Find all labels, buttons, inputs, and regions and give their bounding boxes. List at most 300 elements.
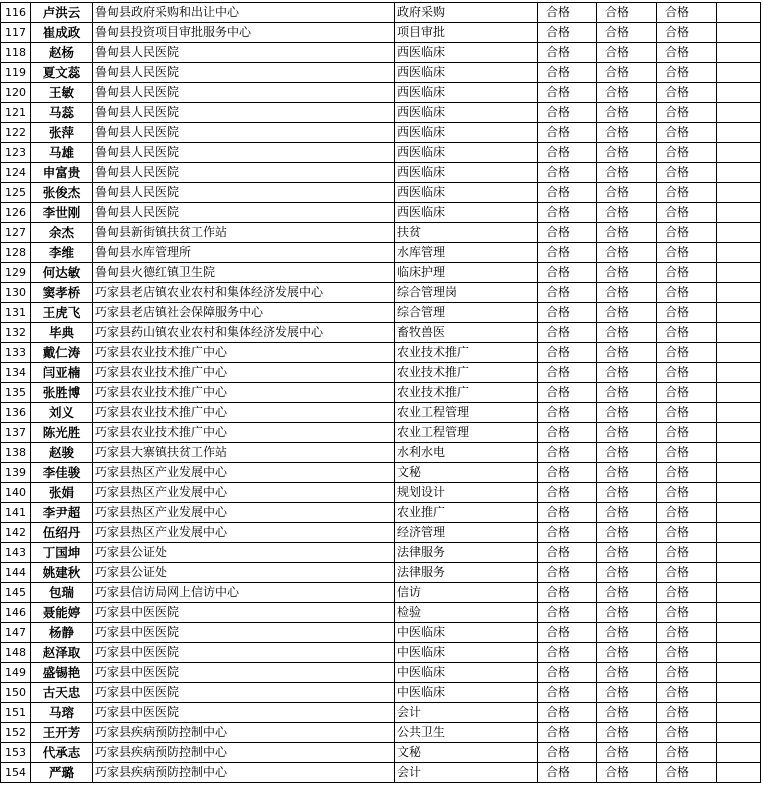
row-number-cell: 130 <box>1 283 31 303</box>
job-post-cell: 综合管理 <box>395 303 538 323</box>
result-1-cell: 合格 <box>538 63 597 83</box>
result-1-cell: 合格 <box>538 523 597 543</box>
employer-unit-cell: 巧家县中医医院 <box>93 623 395 643</box>
empty-cell <box>717 363 761 383</box>
result-1-cell: 合格 <box>538 703 597 723</box>
result-3-cell: 合格 <box>657 403 717 423</box>
job-post-cell: 西医临床 <box>395 163 538 183</box>
result-3-cell: 合格 <box>657 723 717 743</box>
table-row <box>1 703 761 723</box>
row-number-cell: 143 <box>1 543 31 563</box>
table-row <box>1 563 761 583</box>
job-post-cell: 水库管理 <box>395 243 538 263</box>
table-row <box>1 23 761 43</box>
result-2-cell: 合格 <box>597 123 657 143</box>
result-3-cell: 合格 <box>657 203 717 223</box>
result-2-cell: 合格 <box>597 183 657 203</box>
empty-cell <box>717 23 761 43</box>
empty-cell <box>717 303 761 323</box>
row-number-cell: 148 <box>1 643 31 663</box>
table-row <box>1 663 761 683</box>
empty-cell <box>717 203 761 223</box>
employer-unit-cell: 巧家县农业技术推广中心 <box>93 343 395 363</box>
result-3-cell: 合格 <box>657 163 717 183</box>
person-name-cell: 窦孝桥 <box>31 283 93 303</box>
table-row <box>1 263 761 283</box>
job-post-cell: 法律服务 <box>395 543 538 563</box>
person-name-cell: 杨静 <box>31 623 93 643</box>
employer-unit-cell: 巧家县公证处 <box>93 543 395 563</box>
person-name-cell: 王开芳 <box>31 723 93 743</box>
person-name-cell: 戴仁涛 <box>31 343 93 363</box>
empty-cell <box>717 223 761 243</box>
result-3-cell: 合格 <box>657 23 717 43</box>
result-1-cell: 合格 <box>538 43 597 63</box>
result-3-cell: 合格 <box>657 423 717 443</box>
table-row <box>1 303 761 323</box>
table-row <box>1 63 761 83</box>
job-post-cell: 西医临床 <box>395 103 538 123</box>
row-number-cell: 121 <box>1 103 31 123</box>
person-name-cell: 张萍 <box>31 123 93 143</box>
result-1-cell: 合格 <box>538 463 597 483</box>
empty-cell <box>717 583 761 603</box>
result-1-cell: 合格 <box>538 743 597 763</box>
result-2-cell: 合格 <box>597 523 657 543</box>
row-number-cell: 125 <box>1 183 31 203</box>
table-row <box>1 763 761 783</box>
row-number-cell: 133 <box>1 343 31 363</box>
person-name-cell: 马蕊 <box>31 103 93 123</box>
row-number-cell: 137 <box>1 423 31 443</box>
result-1-cell: 合格 <box>538 543 597 563</box>
result-2-cell: 合格 <box>597 63 657 83</box>
result-1-cell: 合格 <box>538 403 597 423</box>
result-3-cell: 合格 <box>657 3 717 23</box>
result-1-cell: 合格 <box>538 443 597 463</box>
row-number-cell: 153 <box>1 743 31 763</box>
empty-cell <box>717 243 761 263</box>
table-row <box>1 443 761 463</box>
person-name-cell: 伍绍丹 <box>31 523 93 543</box>
job-post-cell: 信访 <box>395 583 538 603</box>
row-number-cell: 145 <box>1 583 31 603</box>
result-3-cell: 合格 <box>657 623 717 643</box>
result-2-cell: 合格 <box>597 43 657 63</box>
row-number-cell: 135 <box>1 383 31 403</box>
result-1-cell: 合格 <box>538 23 597 43</box>
result-1-cell: 合格 <box>538 563 597 583</box>
result-2-cell: 合格 <box>597 463 657 483</box>
result-1-cell: 合格 <box>538 643 597 663</box>
empty-cell <box>717 323 761 343</box>
employer-unit-cell: 巧家县中医医院 <box>93 663 395 683</box>
row-number-cell: 146 <box>1 603 31 623</box>
result-2-cell: 合格 <box>597 703 657 723</box>
table-row <box>1 583 761 603</box>
table-row <box>1 43 761 63</box>
employer-unit-cell: 鲁甸县人民医院 <box>93 163 395 183</box>
person-name-cell: 李佳骏 <box>31 463 93 483</box>
employer-unit-cell: 巧家县中医医院 <box>93 683 395 703</box>
row-number-cell: 123 <box>1 143 31 163</box>
empty-cell <box>717 703 761 723</box>
table-row <box>1 523 761 543</box>
row-number-cell: 132 <box>1 323 31 343</box>
empty-cell <box>717 283 761 303</box>
job-post-cell: 水利水电 <box>395 443 538 463</box>
result-3-cell: 合格 <box>657 503 717 523</box>
result-2-cell: 合格 <box>597 143 657 163</box>
job-post-cell: 临床护理 <box>395 263 538 283</box>
result-3-cell: 合格 <box>657 663 717 683</box>
person-name-cell: 李尹超 <box>31 503 93 523</box>
row-number-cell: 116 <box>1 3 31 23</box>
row-number-cell: 149 <box>1 663 31 683</box>
employer-unit-cell: 鲁甸县政府采购和出让中心 <box>93 3 395 23</box>
result-3-cell: 合格 <box>657 183 717 203</box>
person-name-cell: 丁国坤 <box>31 543 93 563</box>
employer-unit-cell: 巧家县热区产业发展中心 <box>93 483 395 503</box>
result-2-cell: 合格 <box>597 403 657 423</box>
result-3-cell: 合格 <box>657 463 717 483</box>
employer-unit-cell: 巧家县农业技术推广中心 <box>93 363 395 383</box>
result-2-cell: 合格 <box>597 503 657 523</box>
empty-cell <box>717 143 761 163</box>
job-post-cell: 规划设计 <box>395 483 538 503</box>
empty-cell <box>717 263 761 283</box>
empty-cell <box>717 443 761 463</box>
result-3-cell: 合格 <box>657 743 717 763</box>
empty-cell <box>717 563 761 583</box>
empty-cell <box>717 43 761 63</box>
row-number-cell: 152 <box>1 723 31 743</box>
empty-cell <box>717 543 761 563</box>
result-2-cell: 合格 <box>597 323 657 343</box>
result-1-cell: 合格 <box>538 343 597 363</box>
empty-cell <box>717 503 761 523</box>
table-row <box>1 643 761 663</box>
result-3-cell: 合格 <box>657 703 717 723</box>
result-2-cell: 合格 <box>597 383 657 403</box>
job-post-cell: 文秘 <box>395 463 538 483</box>
result-1-cell: 合格 <box>538 483 597 503</box>
result-2-cell: 合格 <box>597 223 657 243</box>
empty-cell <box>717 723 761 743</box>
job-post-cell: 农业技术推广 <box>395 343 538 363</box>
employer-unit-cell: 鲁甸县新街镇扶贫工作站 <box>93 223 395 243</box>
empty-cell <box>717 463 761 483</box>
job-post-cell: 中医临床 <box>395 623 538 643</box>
job-post-cell: 项目审批 <box>395 23 538 43</box>
employer-unit-cell: 鲁甸县人民医院 <box>93 203 395 223</box>
result-1-cell: 合格 <box>538 583 597 603</box>
row-number-cell: 119 <box>1 63 31 83</box>
empty-cell <box>717 3 761 23</box>
row-number-cell: 117 <box>1 23 31 43</box>
employer-unit-cell: 巧家县大寨镇扶贫工作站 <box>93 443 395 463</box>
row-number-cell: 144 <box>1 563 31 583</box>
row-number-cell: 140 <box>1 483 31 503</box>
result-1-cell: 合格 <box>538 243 597 263</box>
empty-cell <box>717 643 761 663</box>
table-row <box>1 223 761 243</box>
result-3-cell: 合格 <box>657 563 717 583</box>
employer-unit-cell: 巧家县药山镇农业农村和集体经济发展中心 <box>93 323 395 343</box>
result-3-cell: 合格 <box>657 383 717 403</box>
result-3-cell: 合格 <box>657 83 717 103</box>
row-number-cell: 118 <box>1 43 31 63</box>
result-2-cell: 合格 <box>597 583 657 603</box>
result-2-cell: 合格 <box>597 263 657 283</box>
job-post-cell: 西医临床 <box>395 43 538 63</box>
row-number-cell: 139 <box>1 463 31 483</box>
result-3-cell: 合格 <box>657 683 717 703</box>
result-3-cell: 合格 <box>657 443 717 463</box>
employer-unit-cell: 巧家县中医医院 <box>93 643 395 663</box>
person-name-cell: 马瑢 <box>31 703 93 723</box>
table-row <box>1 183 761 203</box>
job-post-cell: 农业工程管理 <box>395 423 538 443</box>
person-name-cell: 盛锡艳 <box>31 663 93 683</box>
person-name-cell: 马雄 <box>31 143 93 163</box>
person-name-cell: 赵骏 <box>31 443 93 463</box>
result-3-cell: 合格 <box>657 223 717 243</box>
result-2-cell: 合格 <box>597 103 657 123</box>
person-name-cell: 余杰 <box>31 223 93 243</box>
result-3-cell: 合格 <box>657 143 717 163</box>
job-post-cell: 法律服务 <box>395 563 538 583</box>
row-number-cell: 124 <box>1 163 31 183</box>
result-3-cell: 合格 <box>657 323 717 343</box>
person-name-cell: 张胜博 <box>31 383 93 403</box>
result-2-cell: 合格 <box>597 443 657 463</box>
result-1-cell: 合格 <box>538 363 597 383</box>
person-name-cell: 聂能婷 <box>31 603 93 623</box>
table-row <box>1 403 761 423</box>
employer-unit-cell: 鲁甸县人民医院 <box>93 103 395 123</box>
result-3-cell: 合格 <box>657 763 717 783</box>
result-1-cell: 合格 <box>538 423 597 443</box>
job-post-cell: 会计 <box>395 763 538 783</box>
person-name-cell: 包瑞 <box>31 583 93 603</box>
job-post-cell: 经济管理 <box>395 523 538 543</box>
result-1-cell: 合格 <box>538 623 597 643</box>
result-3-cell: 合格 <box>657 483 717 503</box>
result-2-cell: 合格 <box>597 343 657 363</box>
result-2-cell: 合格 <box>597 283 657 303</box>
result-1-cell: 合格 <box>538 323 597 343</box>
row-number-cell: 126 <box>1 203 31 223</box>
person-name-cell: 王敏 <box>31 83 93 103</box>
result-2-cell: 合格 <box>597 643 657 663</box>
employer-unit-cell: 巧家县农业技术推广中心 <box>93 403 395 423</box>
table-row <box>1 203 761 223</box>
table-row <box>1 463 761 483</box>
result-3-cell: 合格 <box>657 603 717 623</box>
table-row <box>1 503 761 523</box>
empty-cell <box>717 63 761 83</box>
row-number-cell: 150 <box>1 683 31 703</box>
result-2-cell: 合格 <box>597 723 657 743</box>
job-post-cell: 西医临床 <box>395 83 538 103</box>
table-row <box>1 283 761 303</box>
empty-cell <box>717 83 761 103</box>
table-body <box>1 3 761 783</box>
result-3-cell: 合格 <box>657 63 717 83</box>
person-name-cell: 张娟 <box>31 483 93 503</box>
job-post-cell: 会计 <box>395 703 538 723</box>
job-post-cell: 检验 <box>395 603 538 623</box>
employer-unit-cell: 巧家县热区产业发展中心 <box>93 503 395 523</box>
employer-unit-cell: 巧家县疾病预防控制中心 <box>93 763 395 783</box>
person-name-cell: 崔成政 <box>31 23 93 43</box>
result-3-cell: 合格 <box>657 343 717 363</box>
person-name-cell: 王虎飞 <box>31 303 93 323</box>
result-1-cell: 合格 <box>538 683 597 703</box>
result-1-cell: 合格 <box>538 183 597 203</box>
table-row <box>1 143 761 163</box>
job-post-cell: 农业技术推广 <box>395 363 538 383</box>
employer-unit-cell: 巧家县老店镇农业农村和集体经济发展中心 <box>93 283 395 303</box>
row-number-cell: 141 <box>1 503 31 523</box>
employer-unit-cell: 巧家县疾病预防控制中心 <box>93 723 395 743</box>
employer-unit-cell: 鲁甸县人民医院 <box>93 63 395 83</box>
result-3-cell: 合格 <box>657 303 717 323</box>
person-name-cell: 夏文蕊 <box>31 63 93 83</box>
employer-unit-cell: 鲁甸县水库管理所 <box>93 243 395 263</box>
employer-unit-cell: 巧家县中医医院 <box>93 703 395 723</box>
job-post-cell: 西医临床 <box>395 63 538 83</box>
job-post-cell: 公共卫生 <box>395 723 538 743</box>
result-2-cell: 合格 <box>597 3 657 23</box>
employer-unit-cell: 巧家县农业技术推广中心 <box>93 383 395 403</box>
person-name-cell: 代承志 <box>31 743 93 763</box>
person-name-cell: 刘义 <box>31 403 93 423</box>
result-2-cell: 合格 <box>597 363 657 383</box>
result-1-cell: 合格 <box>538 723 597 743</box>
result-1-cell: 合格 <box>538 603 597 623</box>
result-2-cell: 合格 <box>597 163 657 183</box>
result-1-cell: 合格 <box>538 203 597 223</box>
empty-cell <box>717 743 761 763</box>
employer-unit-cell: 巧家县公证处 <box>93 563 395 583</box>
empty-cell <box>717 423 761 443</box>
row-number-cell: 127 <box>1 223 31 243</box>
row-number-cell: 129 <box>1 263 31 283</box>
table-row <box>1 543 761 563</box>
result-1-cell: 合格 <box>538 503 597 523</box>
table-row <box>1 683 761 703</box>
job-post-cell: 农业推广 <box>395 503 538 523</box>
result-2-cell: 合格 <box>597 543 657 563</box>
result-3-cell: 合格 <box>657 123 717 143</box>
result-1-cell: 合格 <box>538 763 597 783</box>
empty-cell <box>717 483 761 503</box>
table-row <box>1 3 761 23</box>
row-number-cell: 138 <box>1 443 31 463</box>
result-1-cell: 合格 <box>538 103 597 123</box>
table-row <box>1 723 761 743</box>
empty-cell <box>717 163 761 183</box>
table-row <box>1 483 761 503</box>
result-2-cell: 合格 <box>597 303 657 323</box>
result-2-cell: 合格 <box>597 623 657 643</box>
person-name-cell: 姚建秋 <box>31 563 93 583</box>
result-2-cell: 合格 <box>597 423 657 443</box>
person-name-cell: 张俊杰 <box>31 183 93 203</box>
result-3-cell: 合格 <box>657 543 717 563</box>
row-number-cell: 151 <box>1 703 31 723</box>
row-number-cell: 142 <box>1 523 31 543</box>
result-3-cell: 合格 <box>657 283 717 303</box>
result-2-cell: 合格 <box>597 483 657 503</box>
result-2-cell: 合格 <box>597 763 657 783</box>
person-name-cell: 赵杨 <box>31 43 93 63</box>
empty-cell <box>717 623 761 643</box>
empty-cell <box>717 523 761 543</box>
result-2-cell: 合格 <box>597 83 657 103</box>
result-3-cell: 合格 <box>657 243 717 263</box>
table-row <box>1 423 761 443</box>
table-row <box>1 363 761 383</box>
job-post-cell: 文秘 <box>395 743 538 763</box>
job-post-cell: 西医临床 <box>395 143 538 163</box>
row-number-cell: 131 <box>1 303 31 323</box>
result-2-cell: 合格 <box>597 683 657 703</box>
table-row <box>1 743 761 763</box>
result-3-cell: 合格 <box>657 583 717 603</box>
row-number-cell: 134 <box>1 363 31 383</box>
result-2-cell: 合格 <box>597 243 657 263</box>
result-3-cell: 合格 <box>657 523 717 543</box>
row-number-cell: 128 <box>1 243 31 263</box>
job-post-cell: 农业技术推广 <box>395 383 538 403</box>
row-number-cell: 120 <box>1 83 31 103</box>
results-table <box>0 2 761 783</box>
row-number-cell: 136 <box>1 403 31 423</box>
job-post-cell: 扶贫 <box>395 223 538 243</box>
person-name-cell: 陈光胜 <box>31 423 93 443</box>
person-name-cell: 赵泽取 <box>31 643 93 663</box>
employer-unit-cell: 鲁甸县人民医院 <box>93 143 395 163</box>
table-row <box>1 623 761 643</box>
job-post-cell: 西医临床 <box>395 123 538 143</box>
result-1-cell: 合格 <box>538 223 597 243</box>
result-2-cell: 合格 <box>597 603 657 623</box>
employer-unit-cell: 鲁甸县人民医院 <box>93 43 395 63</box>
result-2-cell: 合格 <box>597 563 657 583</box>
result-2-cell: 合格 <box>597 23 657 43</box>
table-row <box>1 103 761 123</box>
employer-unit-cell: 巧家县老店镇社会保障服务中心 <box>93 303 395 323</box>
result-1-cell: 合格 <box>538 123 597 143</box>
employer-unit-cell: 巧家县信访局网上信访中心 <box>93 583 395 603</box>
employer-unit-cell: 鲁甸县人民医院 <box>93 123 395 143</box>
job-post-cell: 综合管理岗 <box>395 283 538 303</box>
table-row <box>1 83 761 103</box>
result-2-cell: 合格 <box>597 743 657 763</box>
result-3-cell: 合格 <box>657 43 717 63</box>
result-2-cell: 合格 <box>597 663 657 683</box>
result-1-cell: 合格 <box>538 263 597 283</box>
table-row <box>1 343 761 363</box>
result-1-cell: 合格 <box>538 283 597 303</box>
empty-cell <box>717 683 761 703</box>
person-name-cell: 何达敏 <box>31 263 93 283</box>
result-2-cell: 合格 <box>597 203 657 223</box>
empty-cell <box>717 603 761 623</box>
